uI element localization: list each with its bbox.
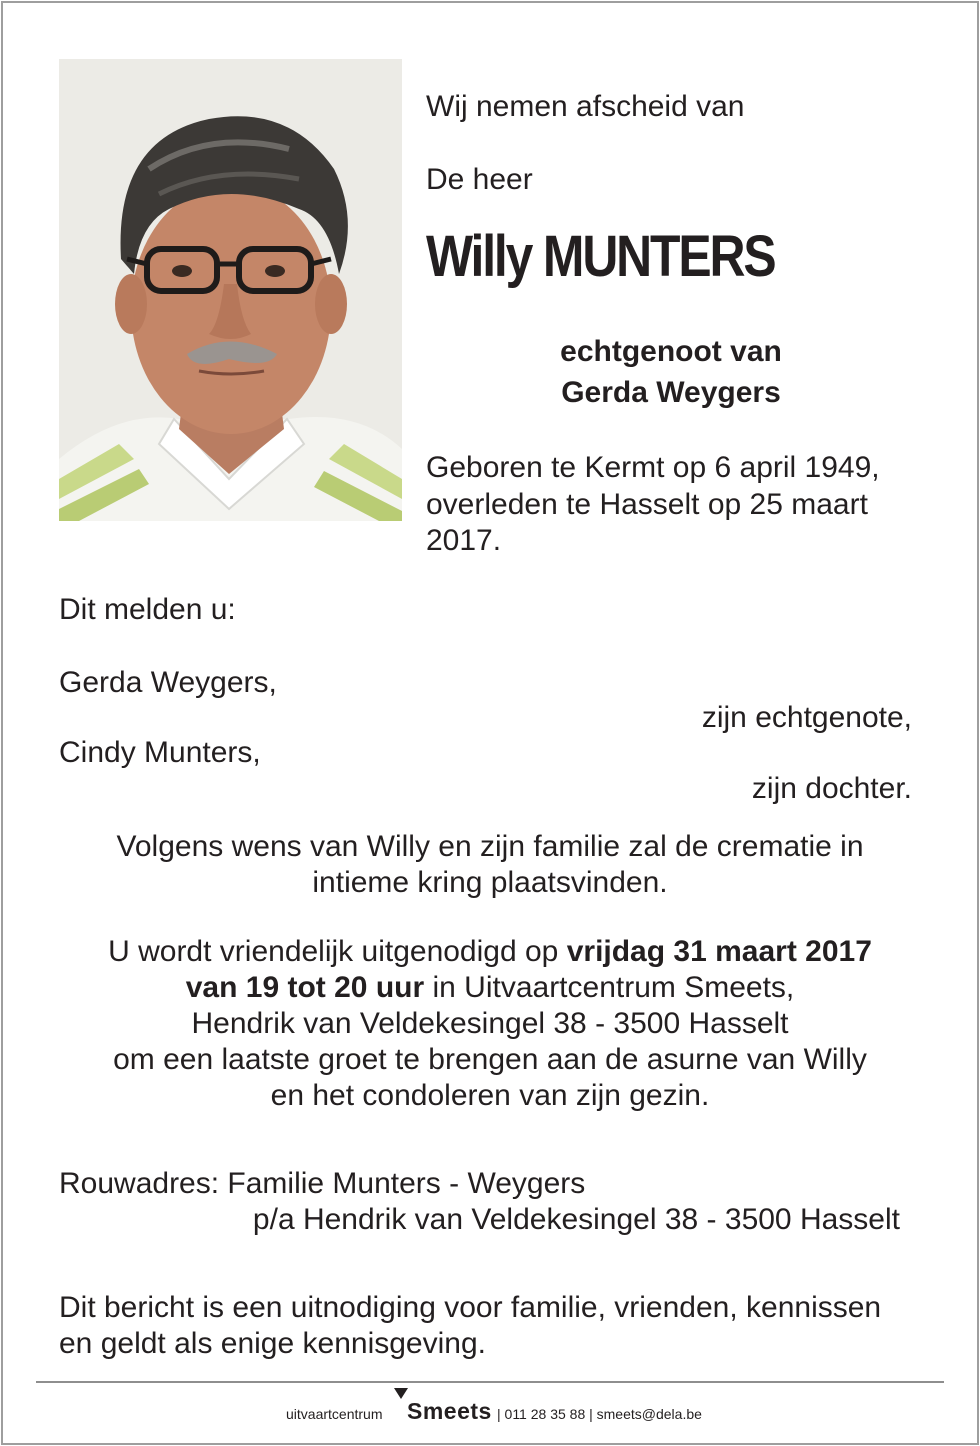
footer-prefix: uitvaartcentrum: [286, 1406, 383, 1422]
footer-brand: Smeets: [407, 1398, 492, 1424]
invite-line-3: Hendrik van Veldekesingel 38 - 3500 Hasselt: [191, 1007, 789, 1040]
family-member-relation: zijn dochter.: [751, 772, 912, 805]
invite-line-1: [0, 934, 980, 970]
invite-line-2: [0, 970, 980, 1006]
closing-line-2: en geldt als enige kennisgeving.: [59, 1327, 486, 1360]
invite-date: vrijdag 31 maart 2017: [566, 935, 872, 968]
family-member-relation: zijn echtgenote,: [701, 701, 912, 734]
wish-line-1: Volgens wens van Willy en zijn familie zal de crematie in: [116, 830, 864, 863]
footer-contact: | 011 28 35 88 | smeets@dela.be: [497, 1406, 702, 1422]
family-member-name: Gerda Weygers,: [59, 666, 277, 699]
announce-heading: Dit melden u:: [59, 593, 236, 626]
invite-line-4: om een laatste groet te brengen aan de asurne van Willy: [113, 1043, 867, 1076]
invite-text: U wordt vriendelijk uitgenodigd op: [108, 935, 567, 968]
deceased-name: Willy MUNTERS: [426, 224, 775, 289]
death-line-3: 2017.: [426, 524, 502, 557]
spouse-name: Gerda Weygers: [561, 376, 781, 409]
family-member-name: Cindy Munters,: [59, 736, 261, 769]
invite-venue: in Uitvaartcentrum Smeets,: [424, 971, 795, 1004]
intro-text: Wij nemen afscheid van: [426, 90, 745, 123]
mourning-address-line-2: p/a Hendrik van Veldekesingel 38 - 3500 Hasselt: [252, 1203, 900, 1236]
birth-line-1: Geboren te Kermt op 6 april 1949,: [426, 451, 880, 484]
invite-line-5: en het condoleren van zijn gezin.: [270, 1079, 710, 1112]
footer-divider: [36, 1381, 944, 1383]
spouse-relation: echtgenoot van: [560, 335, 782, 368]
logo-triangle-icon: [394, 1388, 408, 1399]
salutation: De heer: [426, 163, 533, 196]
invite-time: van 19 tot 20 uur: [185, 971, 425, 1004]
mourning-address-line-1: Rouwadres: Familie Munters - Weygers: [59, 1167, 586, 1200]
portrait-photo: [59, 59, 402, 521]
wish-line-2: intieme kring plaatsvinden.: [312, 866, 668, 899]
death-line-2: overleden te Hasselt op 25 maart: [426, 488, 868, 521]
closing-line-1: Dit bericht is een uitnodiging voor familie, vrienden, kennissen: [59, 1291, 882, 1324]
